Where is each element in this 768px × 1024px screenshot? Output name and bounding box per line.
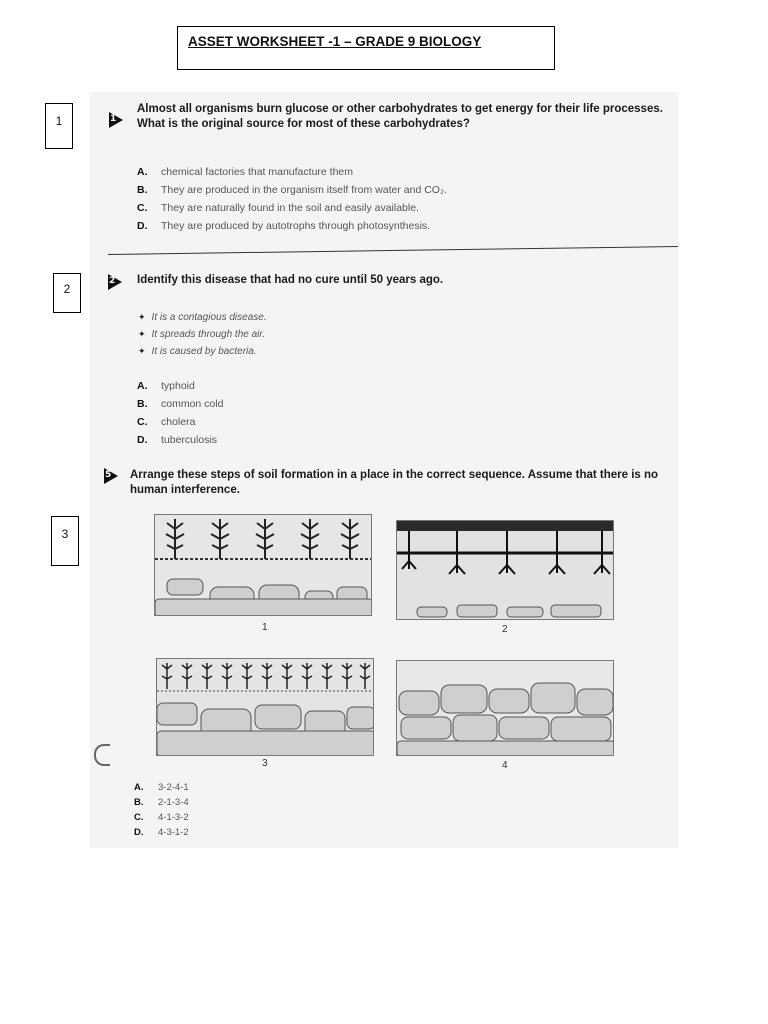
small-plants-illustration [157, 659, 374, 756]
soil-panel-3 [156, 658, 374, 756]
soil-panel-1 [154, 514, 372, 616]
q2-option-d[interactable]: D. tuberculosis [137, 434, 218, 446]
q2-clue-3: ✦ It is caused by bacteria. [138, 346, 257, 357]
q2-clue-2: ✦ It spreads through the air. [138, 329, 265, 340]
question-3-text: Arrange these steps of soil formation in a place in the correct sequence. Assume that there is no human interference. [130, 469, 659, 496]
question-2-text: Identify this disease that had no cure until 50 years ago. [137, 274, 444, 286]
q2-option-c[interactable]: C. cholera [137, 416, 196, 428]
section-divider [108, 246, 678, 255]
q2-option-a[interactable]: A. typhoid [137, 380, 195, 392]
worksheet-title: ASSET WORKSHEET -1 – GRADE 9 BIOLOGY [188, 34, 482, 49]
forest-soil-illustration [397, 521, 614, 620]
q1-option-a[interactable]: A. chemical factories that manufacture them [137, 166, 354, 178]
soil-panel-2 [396, 520, 614, 620]
worksheet-title-box [177, 26, 555, 70]
q3-option-b[interactable]: B. 2-1-3-4 [134, 797, 189, 808]
panel-label-1: 1 [262, 622, 268, 633]
plants-on-rock-illustration [155, 515, 372, 616]
question-marker-2: 2 [108, 274, 122, 290]
question-number-box-1: 1 [45, 103, 73, 149]
question-marker-5: 5 [104, 468, 118, 484]
q1-option-b[interactable]: B. They are produced in the organism itself from water and CO₂. [137, 184, 447, 196]
panel-label-3: 3 [262, 758, 268, 769]
panel-label-4: 4 [502, 760, 508, 771]
panel-label-2: 2 [502, 624, 508, 635]
question-marker-1: 1 [109, 112, 123, 128]
q1-option-d[interactable]: D. They are produced by autotrophs through photosynthesis. [137, 220, 431, 232]
q3-option-a[interactable]: A. 3-2-4-1 [134, 782, 189, 793]
binder-hole-mark [94, 744, 110, 766]
question-number-box-3: 3 [51, 516, 79, 566]
scanned-worksheet [90, 92, 678, 848]
q3-option-d[interactable]: D. 4-3-1-2 [134, 827, 189, 838]
q1-option-c[interactable]: C. They are naturally found in the soil and easily available. [137, 202, 419, 214]
q2-clue-1: ✦ It is a contagious disease. [138, 312, 267, 323]
bare-rock-illustration [397, 661, 614, 756]
q2-option-b[interactable]: B. common cold [137, 398, 224, 410]
question-1-text: Almost all organisms burn glucose or other carbohydrates to get energy for their life processes. What is the original source for most of these carbohydrates? [137, 103, 663, 130]
soil-panel-4 [396, 660, 614, 756]
q3-option-c[interactable]: C. 4-1-3-2 [134, 812, 189, 823]
question-number-box-2: 2 [53, 273, 81, 313]
